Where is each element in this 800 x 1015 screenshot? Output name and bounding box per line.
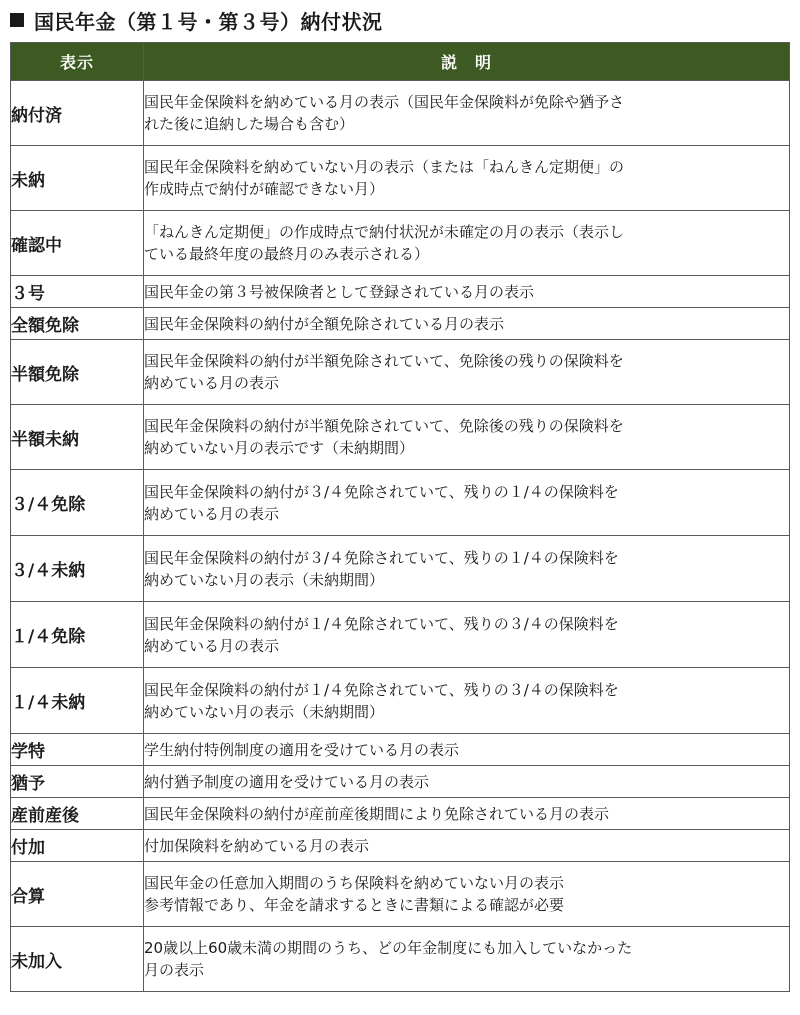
description-line: 国民年金保険料の納付が半額免除されていて、免除後の残りの保険料を bbox=[144, 417, 624, 435]
description-line: れた後に追納した場合も含む） bbox=[144, 115, 355, 133]
status-description bbox=[144, 602, 790, 668]
status-description bbox=[144, 734, 790, 766]
page-title-text: 国民年金（第１号・第３号）納付状況 bbox=[34, 9, 383, 34]
description-line: 国民年金の第３号被保険者として登録されている月の表示 bbox=[144, 282, 535, 301]
table-row bbox=[11, 862, 790, 927]
status-label: 半額未納 bbox=[11, 405, 144, 470]
status-description bbox=[144, 536, 790, 602]
table-row bbox=[11, 146, 790, 211]
table-row bbox=[11, 81, 790, 146]
status-description bbox=[144, 668, 790, 734]
status-label: 産前産後 bbox=[11, 798, 144, 830]
status-label: １/４未納 bbox=[11, 668, 144, 734]
header-label: 表示 bbox=[11, 43, 144, 81]
description-line: 付加保険料を納めている月の表示 bbox=[144, 836, 370, 855]
page-title bbox=[10, 4, 383, 36]
description-line: 納めていない月の表示（未納期間） bbox=[144, 702, 385, 721]
table-body bbox=[11, 81, 790, 992]
status-label: 未納 bbox=[11, 146, 144, 211]
table-row bbox=[11, 470, 790, 536]
status-label: 合算 bbox=[11, 862, 144, 927]
table-row bbox=[11, 308, 790, 340]
description-line: 国民年金保険料の納付が３/４免除されていて、残りの１/４の保険料を bbox=[144, 548, 619, 567]
status-description bbox=[144, 276, 790, 308]
description-line: 国民年金保険料の納付が産前産後期間により免除されている月の表示 bbox=[144, 804, 610, 823]
status-description bbox=[144, 470, 790, 536]
status-label: 猶予 bbox=[11, 766, 144, 798]
table-row bbox=[11, 211, 790, 276]
status-description bbox=[144, 340, 790, 405]
table-row bbox=[11, 405, 790, 470]
description-line: 納めていない月の表示（未納期間） bbox=[144, 570, 385, 589]
description-line: 国民年金保険料を納めている月の表示（国民年金保険料が免除や猶予さ bbox=[144, 93, 625, 111]
description-line: 国民年金の任意加入期間のうち保険料を納めていない月の表示 bbox=[144, 874, 565, 892]
status-description bbox=[144, 405, 790, 470]
table-row bbox=[11, 830, 790, 862]
status-label: １/４免除 bbox=[11, 602, 144, 668]
status-label: 全額免除 bbox=[11, 308, 144, 340]
table-row bbox=[11, 798, 790, 830]
status-description bbox=[144, 211, 790, 276]
status-label: 付加 bbox=[11, 830, 144, 862]
description-line: 納めている月の表示 bbox=[144, 504, 280, 523]
description-line: 国民年金保険料の納付が１/４免除されていて、残りの３/４の保険料を bbox=[144, 680, 619, 699]
status-description bbox=[144, 146, 790, 211]
status-label: 納付済 bbox=[11, 81, 144, 146]
status-description bbox=[144, 308, 790, 340]
description-line: 納めている月の表示 bbox=[144, 636, 280, 655]
table-row bbox=[11, 766, 790, 798]
description-line: 納めていない月の表示です（未納期間） bbox=[144, 439, 415, 457]
status-label: 半額免除 bbox=[11, 340, 144, 405]
payment-status-table bbox=[10, 42, 790, 992]
description-line: 国民年金保険料の納付が全額免除されている月の表示 bbox=[144, 314, 505, 333]
table-header-row bbox=[11, 43, 790, 81]
description-line: 納付猶予制度の適用を受けている月の表示 bbox=[144, 772, 430, 791]
table-row bbox=[11, 668, 790, 734]
description-line: ている最終年度の最終月のみ表示される） bbox=[144, 245, 430, 263]
header-description: 説 明 bbox=[144, 43, 790, 81]
table-row bbox=[11, 927, 790, 992]
status-label: 学特 bbox=[11, 734, 144, 766]
table-row bbox=[11, 536, 790, 602]
description-line: 納めている月の表示 bbox=[144, 374, 280, 392]
table-row bbox=[11, 602, 790, 668]
description-line: 国民年金保険料の納付が１/４免除されていて、残りの３/４の保険料を bbox=[144, 614, 619, 633]
status-description bbox=[144, 798, 790, 830]
status-label: 未加入 bbox=[11, 927, 144, 992]
status-description bbox=[144, 927, 790, 992]
description-line: 20歳以上60歳未満の期間のうち、どの年金制度にも加入していなかった bbox=[144, 939, 633, 957]
table-row bbox=[11, 340, 790, 405]
table-row bbox=[11, 276, 790, 308]
status-label: ３/４未納 bbox=[11, 536, 144, 602]
table-row bbox=[11, 734, 790, 766]
status-description bbox=[144, 766, 790, 798]
description-line: 国民年金保険料を納めていない月の表示（または「ねんきん定期便」の bbox=[144, 158, 625, 176]
description-line: 国民年金保険料の納付が半額免除されていて、免除後の残りの保険料を bbox=[144, 352, 624, 370]
status-label: ３/４免除 bbox=[11, 470, 144, 536]
description-line: 「ねんきん定期便」の作成時点で納付状況が未確定の月の表示（表示し bbox=[144, 223, 625, 241]
description-line: 月の表示 bbox=[144, 961, 205, 979]
description-line: 参考情報であり、年金を請求するときに書類による確認が必要 bbox=[144, 896, 565, 914]
status-description bbox=[144, 862, 790, 927]
description-line: 作成時点で納付が確認できない月） bbox=[144, 180, 385, 198]
square-bullet-icon bbox=[10, 13, 24, 27]
status-label: ３号 bbox=[11, 276, 144, 308]
description-line: 学生納付特例制度の適用を受けている月の表示 bbox=[144, 740, 460, 759]
status-description bbox=[144, 830, 790, 862]
status-description bbox=[144, 81, 790, 146]
description-line: 国民年金保険料の納付が３/４免除されていて、残りの１/４の保険料を bbox=[144, 482, 619, 501]
status-label: 確認中 bbox=[11, 211, 144, 276]
